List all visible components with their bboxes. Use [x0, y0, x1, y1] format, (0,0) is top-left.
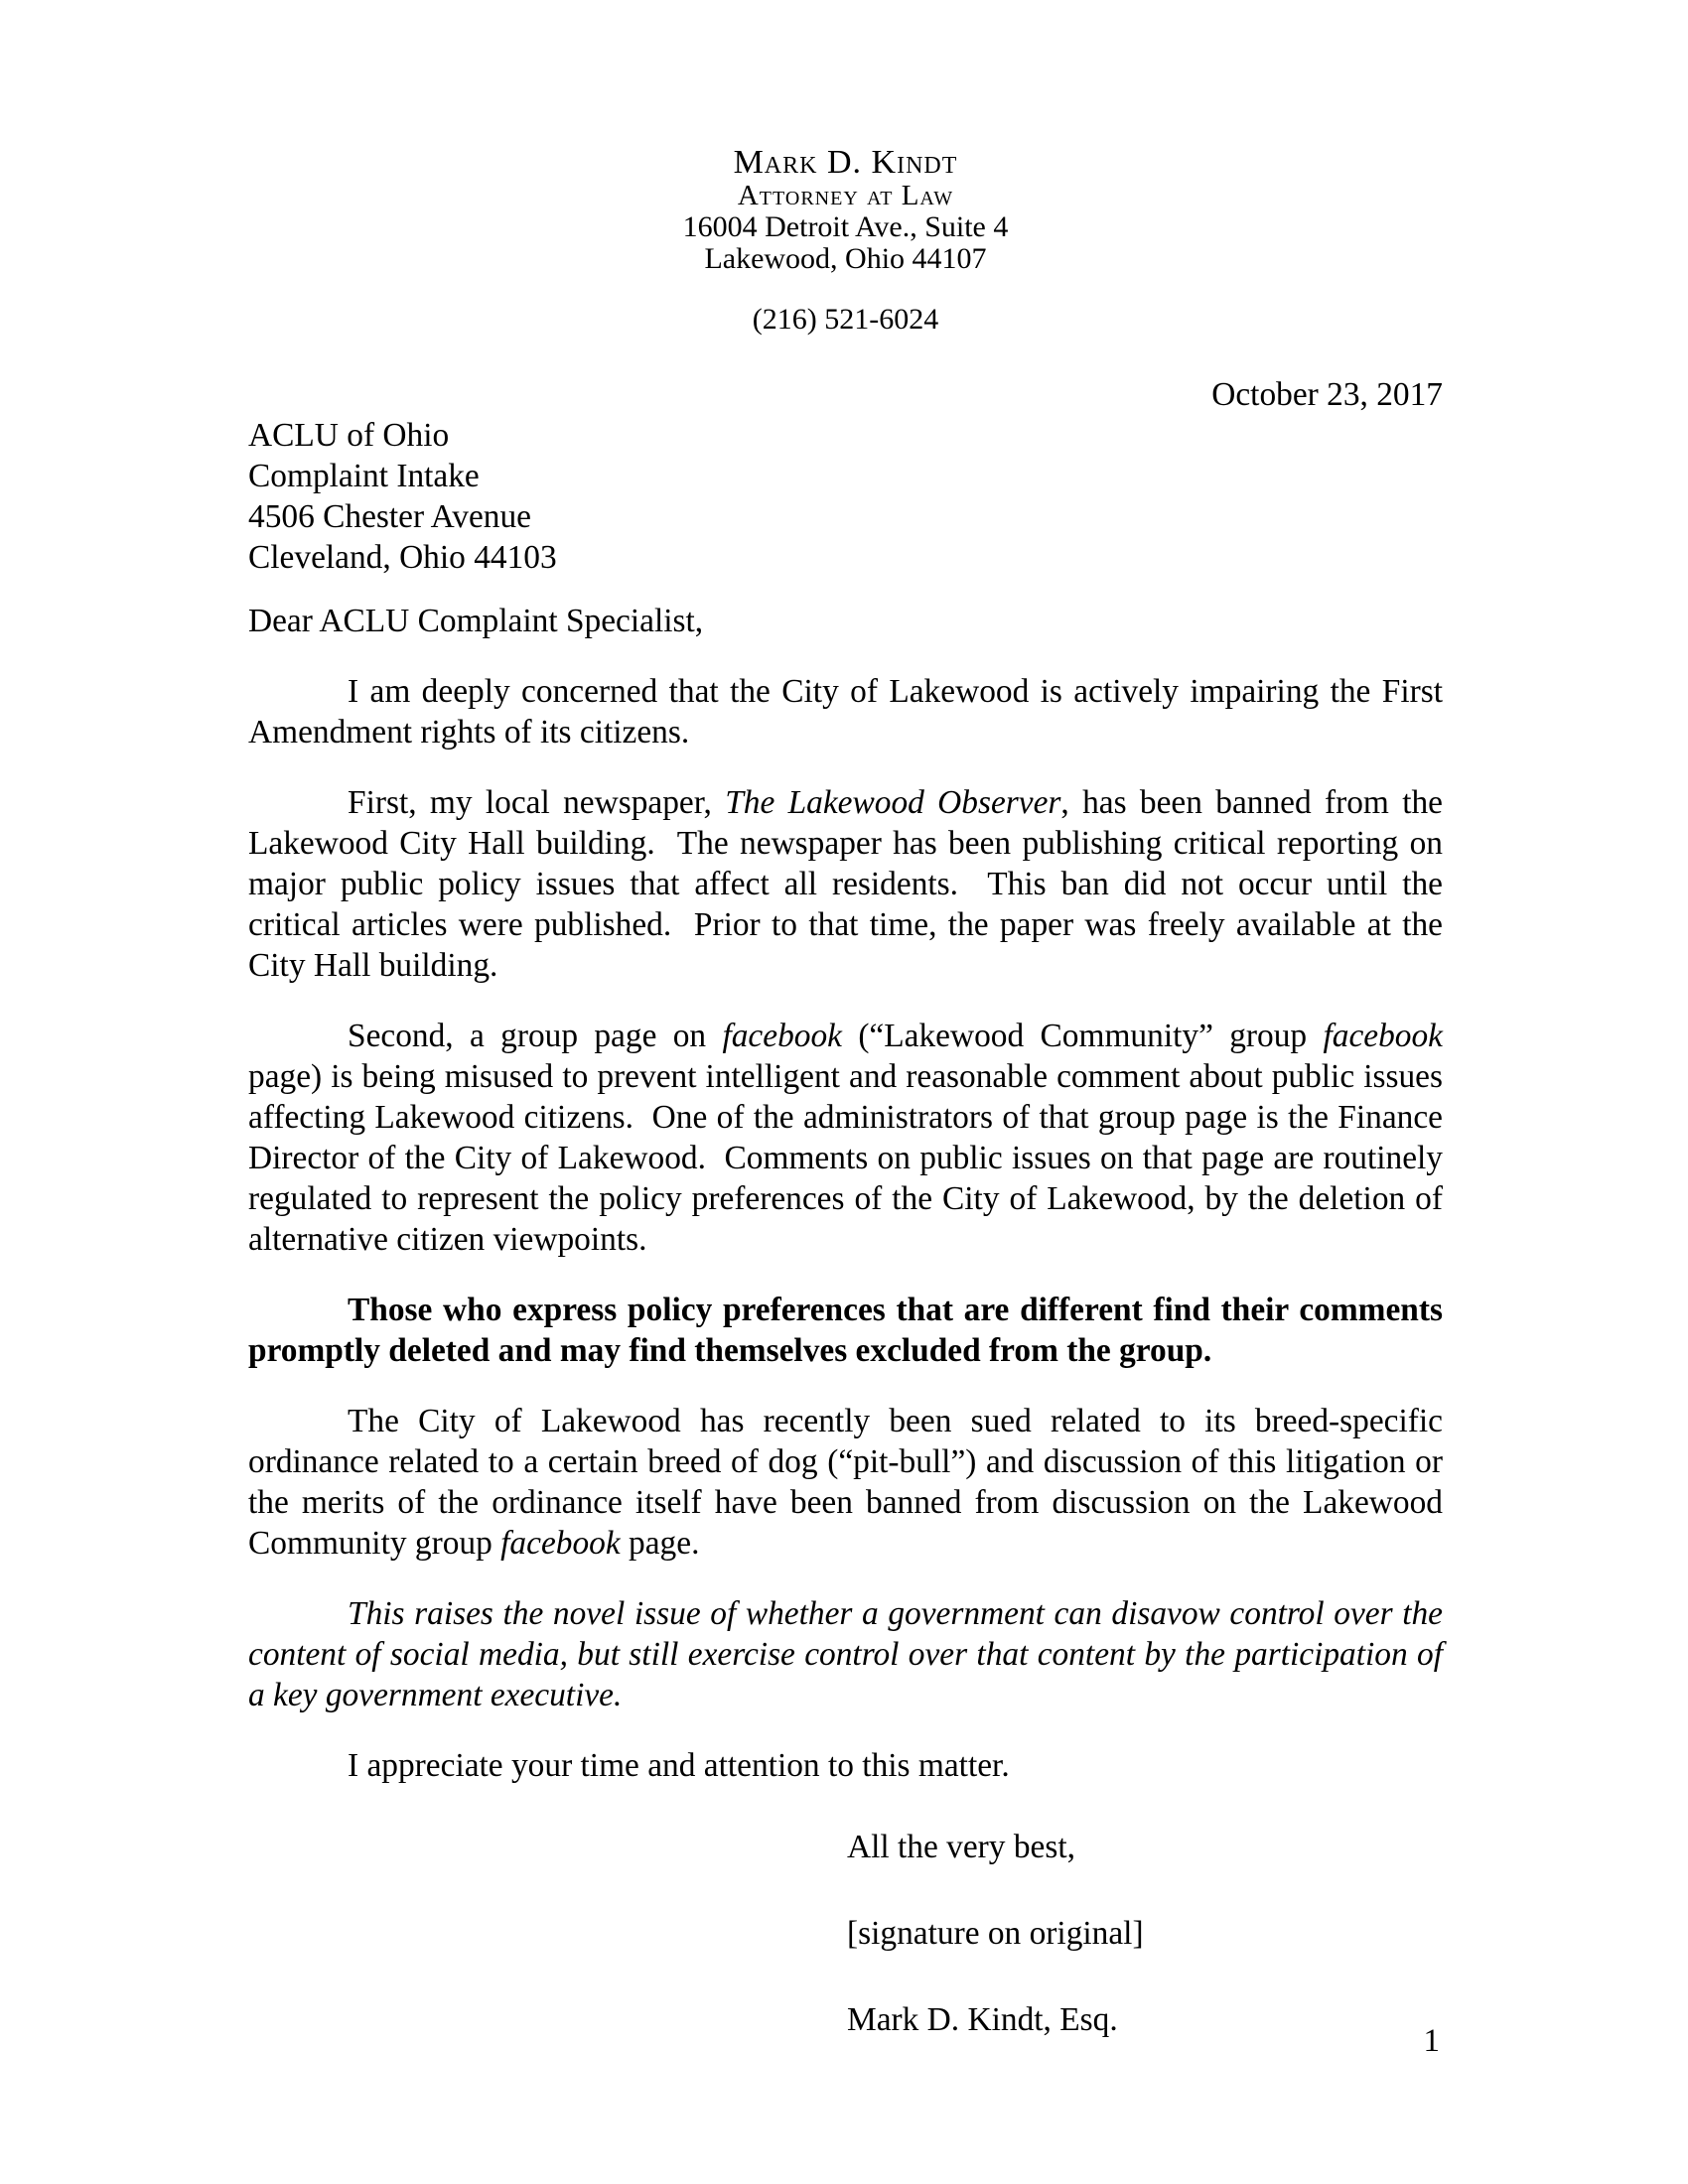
- body-paragraph: Second, a group page on facebook (“Lakewood Community” group facebook page) is being misused to prevent intelligent and reasonable comment about public issues affecting Lakewood citizens. One of the administrators of that group page is the Finance Director of the City of Lakewood. Comments on public issues on that page are routinely regulated to represent the policy preferences of the City of Lakewood, by the deletion of alternative citizen viewpoints.: [248, 1018, 1452, 1258]
- letter-body: [248, 671, 1452, 1786]
- recipient-line: Cleveland, Ohio 44103: [248, 539, 557, 576]
- body-paragraph: This raises the novel issue of whether a government can disavow control over the content of social media, but still exercise control over that content by the participation of a key government executive.: [248, 1595, 1452, 1713]
- body-paragraph: I am deeply concerned that the City of Lakewood is actively impairing the First Amendment rights of its citizens.: [248, 673, 1450, 751]
- recipient-line: Complaint Intake: [248, 458, 480, 494]
- letterhead-phone: (216) 521-6024: [752, 303, 939, 336]
- body-paragraph: I appreciate your time and attention to this matter.: [348, 1747, 1010, 1784]
- recipient-line: ACLU of Ohio: [248, 417, 450, 454]
- recipient-address: [248, 415, 1443, 578]
- letterhead-name: Mark D. Kindt: [733, 144, 958, 181]
- closing-block: [847, 1827, 1443, 2040]
- signature-note: [signature on original]: [847, 1915, 1144, 1952]
- letterhead: [248, 144, 1443, 336]
- recipient-line: 4506 Chester Avenue: [248, 498, 531, 535]
- valediction: All the very best,: [847, 1829, 1075, 1865]
- body-paragraph: Those who express policy preferences that are different find their comments promptly deleted and may find themselves excluded from the group.: [248, 1292, 1452, 1369]
- page-number: 1: [1423, 2023, 1440, 2059]
- salutation: Dear ACLU Complaint Specialist,: [248, 603, 704, 639]
- body-paragraph: First, my local newspaper, The Lakewood Observer, has been banned from the Lakewood City Hall building. The newspaper has been publishing critical reporting on major public policy issues that affect all residents. This ban did not occur until the critical articles were published. Prior to that time, the paper was freely available at the City Hall building.: [248, 784, 1452, 984]
- letterhead-address-line2: Lakewood, Ohio 44107: [704, 242, 987, 275]
- letterhead-title: Attorney at Law: [737, 180, 954, 211]
- signer-name: Mark D. Kindt, Esq.: [847, 2001, 1118, 2038]
- letter-date: October 23, 2017: [1211, 376, 1443, 413]
- letterhead-address-line1: 16004 Detroit Ave., Suite 4: [682, 210, 1009, 243]
- body-paragraph: The City of Lakewood has recently been sued related to its breed-specific ordinance related to a certain breed of dog (“pit-bull”) and discussion of this litigation or the merits of the ordinance itself have been banned from discussion on the Lakewood Community group facebook page.: [248, 1403, 1452, 1562]
